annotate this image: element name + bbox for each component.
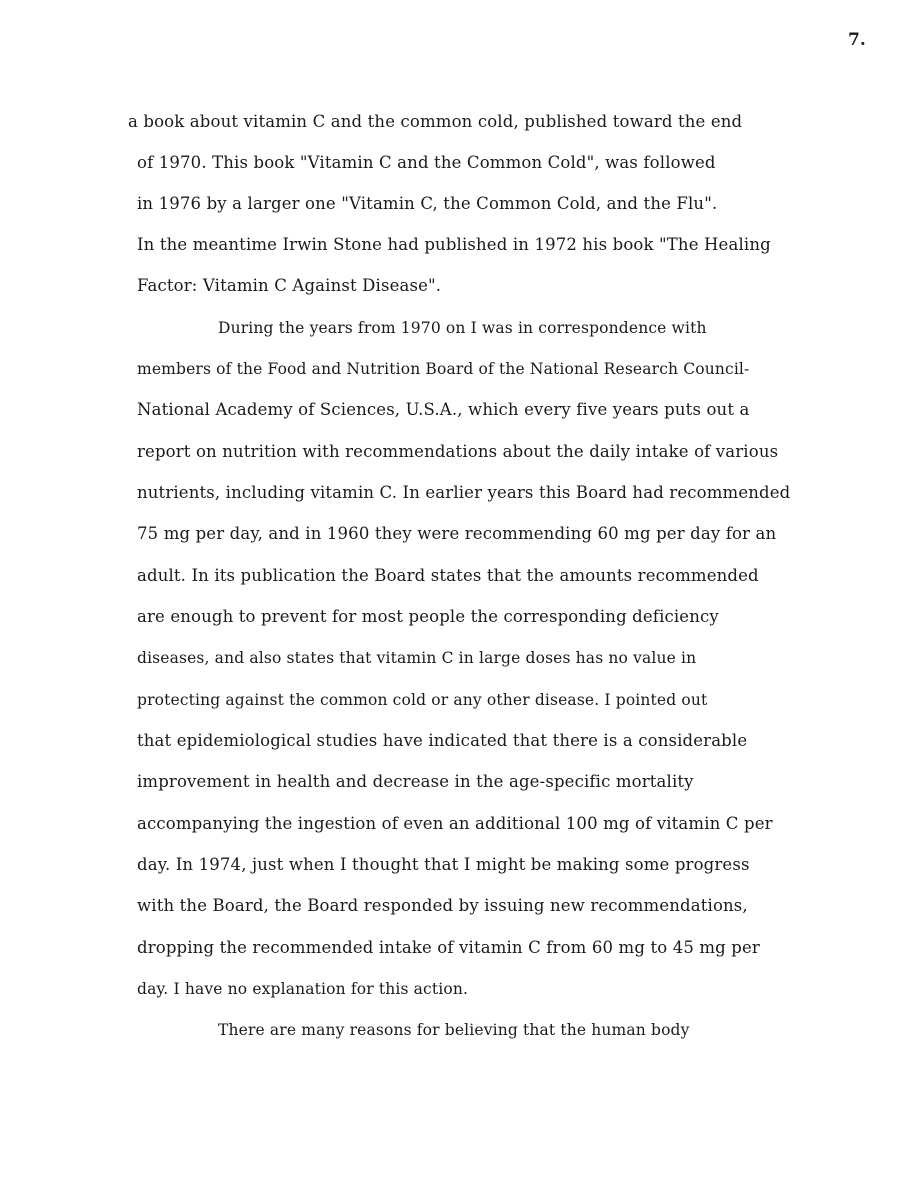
text-line: 75 mg per day, and in 1960 they were recommending 60 mg per day for an	[137, 524, 777, 543]
text-line: that epidemiological studies have indicated that there is a considerable	[137, 731, 748, 750]
text-line: day. I have no explanation for this action.	[137, 980, 469, 998]
text-line: diseases, and also states that vitamin C in large doses has no value in	[137, 649, 697, 667]
text-line: In the meantime Irwin Stone had published in 1972 his book "The Healing	[137, 235, 771, 254]
page-number: 7.	[848, 30, 866, 50]
text-line: are enough to prevent for most people the corresponding deficiency	[137, 607, 719, 626]
text-line: adult. In its publication the Board states that the amounts recommended	[137, 566, 759, 585]
text-line: with the Board, the Board responded by issuing new recommendations,	[137, 896, 748, 915]
text-line: day. In 1974, just when I thought that I might be making some progress	[137, 855, 750, 874]
text-line: dropping the recommended intake of vitamin C from 60 mg to 45 mg per	[137, 938, 760, 957]
text-line: report on nutrition with recommendations about the daily intake of various	[137, 442, 779, 461]
text-line: National Academy of Sciences, U.S.A., which every five years puts out a	[137, 400, 750, 419]
text-line: members of the Food and Nutrition Board of the National Research Council-	[137, 360, 750, 378]
text-line: During the years from 1970 on I was in correspondence with	[218, 319, 707, 337]
text-line: Factor: Vitamin C Against Disease".	[137, 276, 442, 295]
text-line: protecting against the common cold or any other disease. I pointed out	[137, 691, 708, 709]
text-line: of 1970. This book "Vitamin C and the Common Cold", was followed	[137, 153, 716, 172]
text-line: a book about vitamin C and the common cold, published toward the end	[128, 112, 743, 131]
text-line: nutrients, including vitamin C. In earlier years this Board had recommended	[137, 483, 791, 502]
text-line: There are many reasons for believing that the human body	[218, 1021, 690, 1039]
text-line: improvement in health and decrease in the age-specific mortality	[137, 772, 694, 791]
text-line: in 1976 by a larger one "Vitamin C, the Common Cold, and the Flu".	[137, 194, 718, 213]
text-line: accompanying the ingestion of even an additional 100 mg of vitamin C per	[137, 814, 773, 833]
